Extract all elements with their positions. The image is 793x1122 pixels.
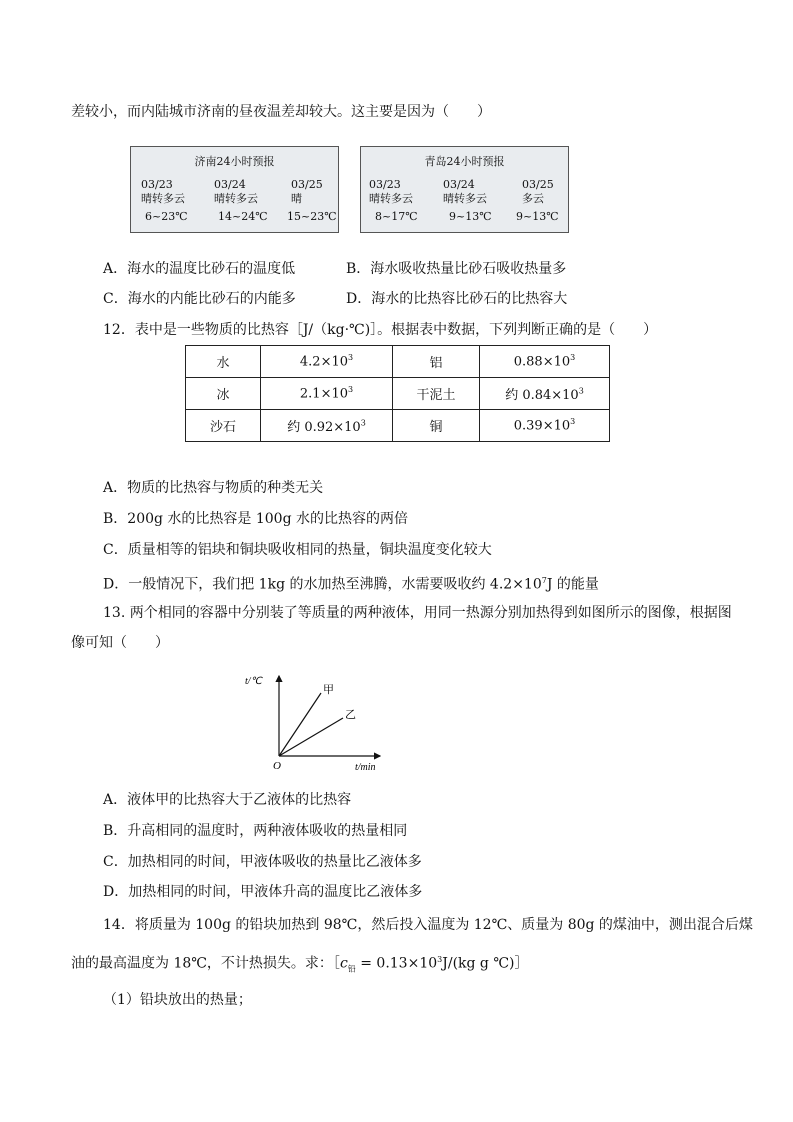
q11-stem-tail: 差较小，而内陆城市济南的昼夜温差却较大。这主要是因为（ ） <box>71 104 491 120</box>
table-cell: $2.1\times 10^3$ <box>261 378 393 410</box>
q12-option-d: D．一般情况下，我们把 1kg 的水加热至沸腾，水需要吸收约 $4.2\times 10^7J$ 的能量 <box>103 576 599 593</box>
table-cell: $0.39\times 10^3$ <box>480 410 610 442</box>
q13-stem-line1: 13. 两个相同的容器中分别装了等质量的两种液体，用同一热源分别加热得到如图所示的图像，根据图 <box>103 605 732 621</box>
forecast-date: 03/23 <box>369 178 401 191</box>
table-cell: 沙石 <box>186 410 261 442</box>
q11-option-b: B．海水吸收热量比砂石吸收热量多 <box>346 261 567 277</box>
forecast-day <box>516 178 592 224</box>
forecast-weather: 晴 <box>291 192 302 205</box>
table-cell: 干泥土 <box>393 378 480 410</box>
qingdao-forecast-box <box>360 146 569 233</box>
table-row <box>186 410 610 442</box>
line-yi <box>279 718 343 756</box>
y-axis-label: t/℃ <box>245 676 262 687</box>
forecast-weather: 晴转多云 <box>141 192 185 205</box>
forecast-temp: 6~23℃ <box>145 210 188 223</box>
table-cell: $4.2\times 10^3$ <box>261 346 393 378</box>
forecast-temp: 8~17℃ <box>375 210 418 223</box>
table-cell: 冰 <box>186 378 261 410</box>
q12-option-c: C．质量相等的铝块和铜块吸收相同的热量，铜块温度变化较大 <box>103 542 492 558</box>
forecast-day <box>287 178 361 224</box>
q14-part1: （1）铅块放出的热量； <box>103 992 252 1008</box>
q12-option-a: A．物质的比热容与物质的种类无关 <box>103 480 324 496</box>
forecast-temp: 9~13℃ <box>449 210 492 223</box>
temperature-time-graph <box>245 670 405 780</box>
q12-stem: 12．表中是一些物质的比热容［J/（kg·℃)］。根据表中数据，下列判断正确的是（ ） <box>103 322 658 338</box>
forecast-title: 济南24小时预报 <box>194 155 275 168</box>
specific-heat-table <box>185 345 610 442</box>
table-row <box>186 346 610 378</box>
q13-option-d: D．加热相同的时间，甲液体升高的温度比乙液体多 <box>103 884 423 900</box>
q12-option-b: B．200g 水的比热容是 100g 水的比热容的两倍 <box>103 511 409 527</box>
table-cell: $0.88\times 10^3$ <box>480 346 610 378</box>
q11-option-d: D．海水的比热容比砂石的比热容大 <box>346 291 568 307</box>
forecast-weather: 多云 <box>522 192 544 205</box>
x-axis-label: t/min <box>355 762 376 773</box>
q13-option-c: C．加热相同的时间，甲液体吸收的热量比乙液体多 <box>103 854 422 870</box>
table-cell: 约 $0.84\times 10^3$ <box>480 378 610 410</box>
q13-stem-line2: 像可知（ ） <box>71 635 169 651</box>
q14-line2: 油的最高温度为 18℃，不计热损失。求：$[c_铅 = 0.13\times 10^3J/(kg$ g ℃)］ <box>71 955 529 974</box>
forecast-temp: 9~13℃ <box>516 210 559 223</box>
q11-option-c: C．海水的内能比砂石的内能多 <box>103 291 296 307</box>
q14-line1: 14．将质量为 100g 的铅块加热到 98℃，然后投入温度为 12℃、质量为 80g 的煤油中，测出混合后煤 <box>103 917 753 933</box>
forecast-weather: 晴转多云 <box>214 192 258 205</box>
line-jia-label: 甲 <box>323 683 334 696</box>
table-cell: 铝 <box>393 346 480 378</box>
q11-option-a: A．海水的温度比砂石的温度低 <box>103 261 296 277</box>
forecast-date: 03/25 <box>522 178 554 191</box>
table-cell: 水 <box>186 346 261 378</box>
forecast-date: 03/23 <box>141 178 173 191</box>
forecast-title: 青岛24小时预报 <box>424 155 505 168</box>
forecast-date: 03/24 <box>443 178 475 191</box>
table-cell: 约 $0.92\times 10^3$ <box>261 410 393 442</box>
line-yi-label: 乙 <box>345 708 356 721</box>
forecast-weather: 晴转多云 <box>443 192 487 205</box>
forecast-day <box>369 178 439 224</box>
table-row <box>186 378 610 410</box>
forecast-day <box>443 178 513 224</box>
q13-option-a: A．液体甲的比热容大于乙液体的比热容 <box>103 792 352 808</box>
forecast-date: 03/24 <box>214 178 246 191</box>
forecast-temp: 14~24℃ <box>218 210 268 223</box>
jinan-forecast-box <box>130 146 339 233</box>
origin-label: O <box>273 760 281 772</box>
q13-option-b: B．升高相同的温度时，两种液体吸收的热量相同 <box>103 823 408 839</box>
forecast-day <box>214 178 284 224</box>
forecast-temp: 15~23℃ <box>287 210 337 223</box>
forecast-weather: 晴转多云 <box>369 192 413 205</box>
forecast-date: 03/25 <box>291 178 323 191</box>
line-jia <box>279 693 321 756</box>
table-cell: 铜 <box>393 410 480 442</box>
forecast-day <box>141 178 211 224</box>
